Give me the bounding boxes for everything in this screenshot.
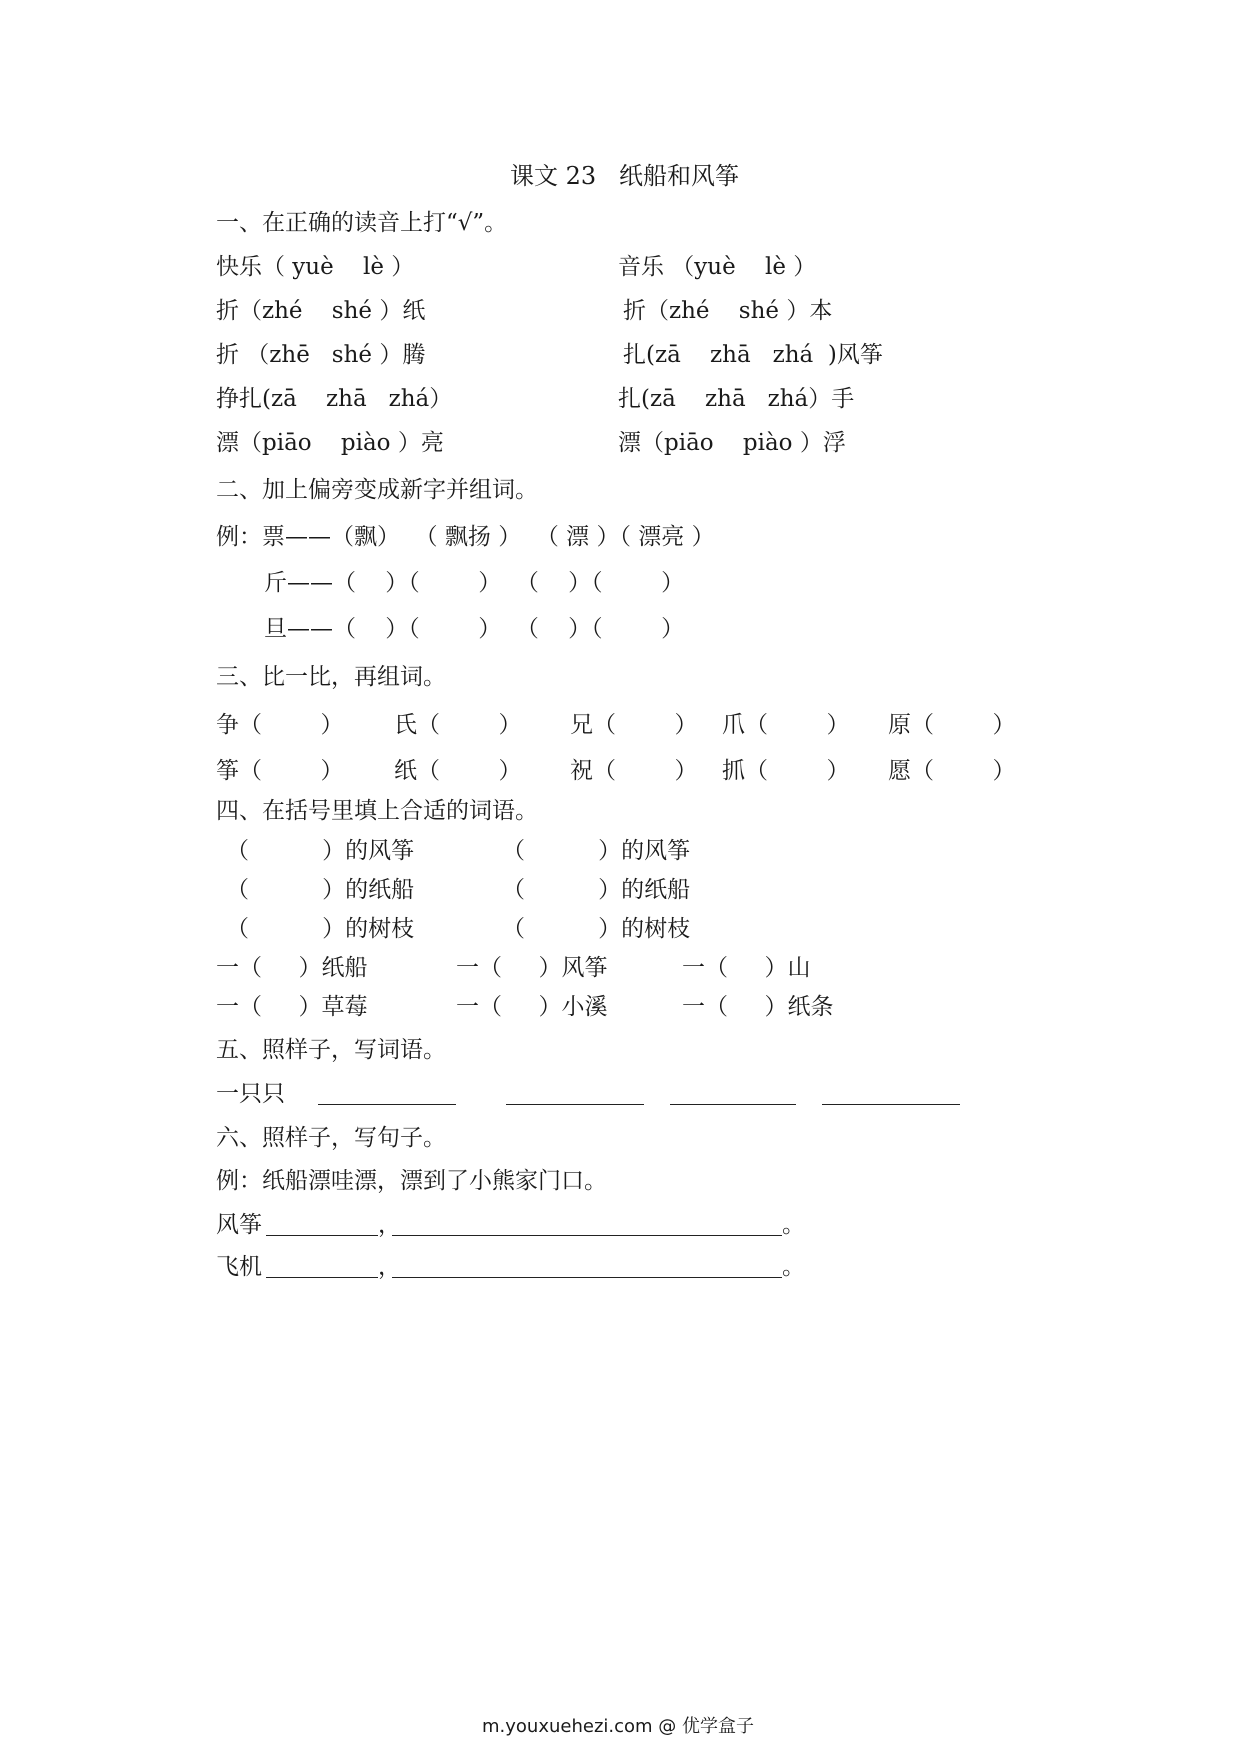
measure-word-item[interactable]: 一（ ）山 <box>682 955 811 981</box>
pinyin-item[interactable]: 折（zhé shé ）本 <box>623 298 833 324</box>
measure-word-item[interactable]: 一（ ）草莓 <box>216 994 368 1020</box>
measure-word-item[interactable]: 一（ ）纸条 <box>682 994 834 1020</box>
measure-word-item[interactable]: 一（ ）纸船 <box>216 955 368 981</box>
fill-phrase[interactable]: （ ）的风筝 <box>502 838 691 864</box>
sentence-period: 。 <box>782 1212 805 1238</box>
fill-phrase[interactable]: （ ）的纸船 <box>502 877 691 903</box>
answer-blank[interactable] <box>392 1277 782 1278</box>
pinyin-item[interactable]: 漂（piāo piào ）亮 <box>216 430 444 456</box>
sentence-period: 。 <box>782 1254 805 1280</box>
pinyin-item[interactable]: 折 （zhē shé ）腾 <box>216 342 426 368</box>
answer-blank[interactable] <box>318 1104 456 1105</box>
section-3-heading: 三、比一比，再组词。 <box>216 664 446 690</box>
compare-item[interactable]: 筝（ ） <box>216 758 344 784</box>
pinyin-item[interactable]: 扎(zā zhā zhá )风筝 <box>623 342 883 368</box>
fill-phrase[interactable]: （ ）的风筝 <box>226 838 415 864</box>
pinyin-item[interactable]: 折（zhé shé ）纸 <box>216 298 426 324</box>
answer-blank[interactable] <box>392 1235 782 1236</box>
page-title: 课文 23 纸船和风筝 <box>510 162 740 190</box>
compare-item[interactable]: 兄（ ） <box>570 712 698 738</box>
compare-item[interactable]: 争（ ） <box>216 712 344 738</box>
section-6-example: 例：纸船漂哇漂，漂到了小熊家门口。 <box>216 1168 607 1194</box>
measure-word-item[interactable]: 一（ ）风筝 <box>456 955 608 981</box>
measure-word-item[interactable]: 一（ ）小溪 <box>456 994 608 1020</box>
section-2-heading: 二、加上偏旁变成新字并组词。 <box>216 477 538 503</box>
section-2-example: 例：票——（飘） （ 飘扬 ） （ 漂 ）（ 漂亮 ） <box>216 524 715 550</box>
pinyin-item[interactable]: 挣扎(zā zhā zhá） <box>216 386 453 412</box>
answer-blank[interactable] <box>506 1104 644 1105</box>
compare-item[interactable]: 纸（ ） <box>394 758 522 784</box>
fill-phrase[interactable]: （ ）的树枝 <box>226 916 415 942</box>
sentence-comma: ， <box>378 1212 401 1238</box>
sentence-start: 风筝 <box>216 1212 262 1238</box>
radical-row[interactable]: 斤——（ ）（ ） （ ）（ ） <box>264 570 685 596</box>
answer-blank[interactable] <box>266 1277 378 1278</box>
section-1-heading: 一、在正确的读音上打“√”。 <box>216 210 508 236</box>
pinyin-item[interactable]: 快乐（ yuè lè ） <box>216 254 415 280</box>
radical-row[interactable]: 旦——（ ）（ ） （ ）（ ） <box>264 616 685 642</box>
section-6-heading: 六、照样子，写句子。 <box>216 1125 446 1151</box>
fill-phrase[interactable]: （ ）的纸船 <box>226 877 415 903</box>
compare-item[interactable]: 氏（ ） <box>394 712 522 738</box>
compare-item[interactable]: 原（ ） <box>888 712 1016 738</box>
compare-item[interactable]: 爪（ ） <box>722 712 850 738</box>
footer-watermark: m.youxuehezi.com @ 优学盒子 <box>482 1716 755 1737</box>
answer-blank[interactable] <box>822 1104 960 1105</box>
pinyin-item[interactable]: 音乐 （yuè lè ） <box>618 254 817 280</box>
compare-item[interactable]: 愿（ ） <box>888 758 1016 784</box>
compare-item[interactable]: 祝（ ） <box>570 758 698 784</box>
section-4-heading: 四、在括号里填上合适的词语。 <box>216 798 538 824</box>
answer-blank[interactable] <box>670 1104 796 1105</box>
word-pattern-prompt: 一只只 <box>216 1081 285 1107</box>
section-5-heading: 五、照样子，写词语。 <box>216 1037 446 1063</box>
sentence-start: 飞机 <box>216 1254 262 1280</box>
pinyin-item[interactable]: 扎(zā zhā zhá）手 <box>618 386 855 412</box>
compare-item[interactable]: 抓（ ） <box>722 758 850 784</box>
pinyin-item[interactable]: 漂（piāo piào ）浮 <box>618 430 846 456</box>
fill-phrase[interactable]: （ ）的树枝 <box>502 916 691 942</box>
sentence-comma: ， <box>378 1254 401 1280</box>
answer-blank[interactable] <box>266 1235 378 1236</box>
